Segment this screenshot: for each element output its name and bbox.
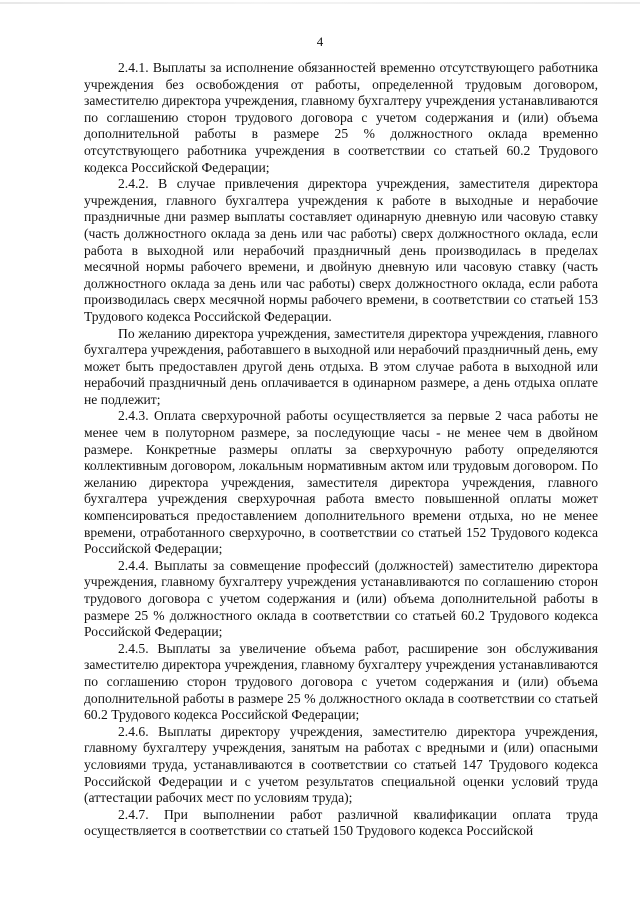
paragraph-day-off: По желанию директора учреждения, заместителя директора учреждения, главного бухгалтера учреждения, работавшего в выходной или нерабочий праздничный день, ему может быть предоставлен другой день отдыха. В этом случае работа в выходной или нерабочий праздничный день оплачивается в одинарном размере, а день отдыха оплате не подлежит; [84,325,598,407]
paragraph-2-4-2: 2.4.2. В случае привлечения директора учреждения, заместителя директора учреждения, главного бухгалтера учреждения к работе в выходные и нерабочие праздничные дни размер выплаты составляет одинарную дневную или часовую ставку (часть должностного оклада за день или час работы) сверх должностного оклада, если работа в выходной или нерабочий праздничный день производилась в пределах месячной нормы рабочего времени, и двойную дневную или часовую ставку (часть должностного оклада за день или час работы) сверх должностного оклада, если работа производилась сверх месячной нормы рабочего времени, в соответствии со статьей 153 Трудового кодекса Российской Федерации. [84,176,598,324]
paragraph-2-4-4: 2.4.4. Выплаты за совмещение профессий (должностей) заместителю директора учреждения, главному бухгалтеру учреждения устанавливаются по соглашению сторон трудового договора с учетом содержания и (или) объема дополнительной работы в размере 25 % должностного оклада в соответствии со статьей 60.2 Трудового кодекса Российской Федерации; [84,557,598,640]
paragraph-2-4-5: 2.4.5. Выплаты за увеличение объема работ, расширение зон обслуживания заместителю директора учреждения, главному бухгалтеру учреждения устанавливаются по соглашению сторон трудового договора с учетом содержания и (или) объема дополнительной работы в размере 25 % должностного оклада в соответствии со статьей 60.2 Трудового кодекса Российской Федерации; [84,640,598,723]
scan-edge [0,2,640,4]
paragraph-2-4-7: 2.4.7. При выполнении работ различной квалификации оплата труда осуществляется в соответствии со статьей 150 Трудового кодекса Российской [84,806,598,839]
paragraph-2-4-3: 2.4.3. Оплата сверхурочной работы осуществляется за первые 2 часа работы не менее чем в полуторном размере, за последующие часы - не менее чем в двойном размере. Конкретные размеры оплаты за сверхурочную работу определяются коллективным договором, локальным нормативным актом или трудовым договором. По желанию директора учреждения, заместителя директора учреждения, главного бухгалтера учреждения сверхурочная работа вместо повышенной оплаты может компенсироваться предоставлением дополнительного времени отдыха, но не менее времени, отработанного сверхурочно, в соответствии со статьей 152 Трудового кодекса Российской Федерации; [84,408,598,557]
paragraph-2-4-1: 2.4.1. Выплаты за исполнение обязанностей временно отсутствующего работника учреждения без освобождения от работы, определенной трудовым договором, заместителю директора учреждения, главному бухгалтеру учреждения устанавливаются по соглашению сторон трудового договора с учетом содержания и (или) объема дополнительной работы в размере 25 % должностного оклада временно отсутствующего работника учреждения в соответствии со статьей 60.2 Трудового кодекса Российской Федерации; [84,60,598,175]
document-body [84,60,598,840]
page-number: 4 [316,34,324,49]
paragraph-2-4-6: 2.4.6. Выплаты директору учреждения, заместителю директора учреждения, главному бухгалтеру учреждения, занятым на работах с вредными и (или) опасными условиями труда, устанавливаются в соответствии со статьей 147 Трудового кодекса Российской Федерации и с учетом результатов специальной оценки условий труда (аттестации рабочих мест по условиям труда); [84,723,598,806]
